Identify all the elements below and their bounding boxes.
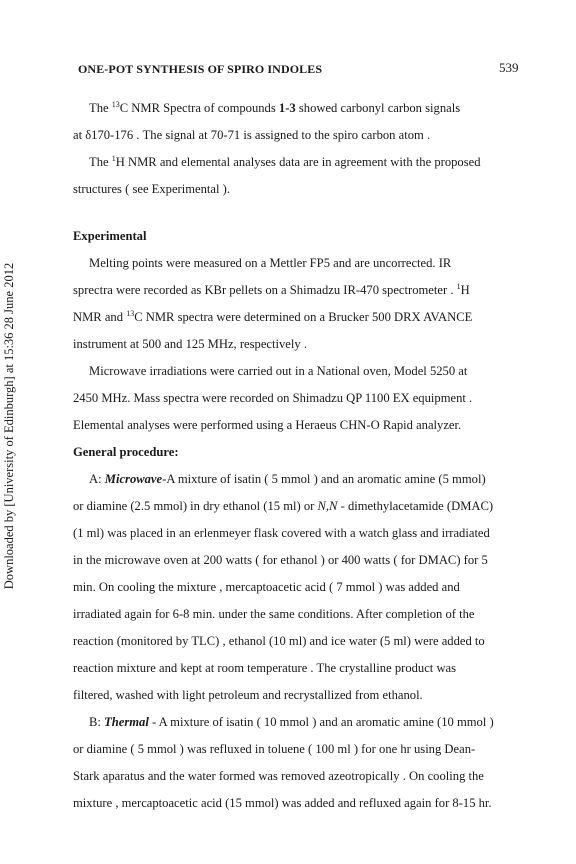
experimental-line-3: NMR and $^{13}$C NMR spectra were determined on a Brucker 500 DRX AVANCE bbox=[73, 309, 473, 324]
experimental-line-1: Melting points were measured on a Mettler FP5 and are uncorrected. IR bbox=[89, 256, 452, 270]
procedure-a-line-2: or diamine (2.5 mmol) in dry ethanol (15 ml) or N,N - dimethylacetamide (DMAC) bbox=[73, 499, 494, 513]
procedure-b-line-2: or diamine ( 5 mmol ) was refluxed in toluene ( 100 ml ) for one hr using Dean- bbox=[73, 742, 476, 756]
procedure-a-line-4: in the microwave oven at 200 watts ( for ethanol ) or 400 watts ( for DMAC) for 5 bbox=[73, 553, 488, 567]
section-heading-experimental: Experimental bbox=[73, 229, 147, 243]
experimental-line-2: sprectra were recorded as KBr pellets on a Shimadzu IR-470 spectrometer . $^1$H bbox=[73, 282, 470, 297]
procedure-a-line-6: irradiated again for 6-8 min. under the same conditions. After completion of the bbox=[73, 607, 475, 621]
procedure-a-line-9: filtered, washed with light petroleum and recrystallized from ethanol. bbox=[73, 688, 423, 702]
page-body bbox=[73, 95, 527, 817]
intro-line-4: structures ( see Experimental ). bbox=[73, 182, 231, 196]
procedure-b-line-3: Stark aparatus and the water formed was removed azeotropically . On cooling the bbox=[73, 769, 484, 783]
section-heading-general-procedure: General procedure: bbox=[73, 445, 179, 459]
experimental-line-5: Microwave irradiations were carried out in a National oven, Model 5250 at bbox=[89, 364, 468, 378]
procedure-a-line-1: A: Microwave-A mixture of isatin ( 5 mmol ) and an aromatic amine (5 mmol) bbox=[89, 472, 486, 486]
experimental-line-4: instrument at 500 and 125 MHz, respectively . bbox=[73, 337, 307, 351]
running-title: ONE-POT SYNTHESIS OF SPIRO INDOLES bbox=[78, 62, 323, 76]
procedure-a-line-8: reaction mixture and kept at room temperature . The crystalline product was bbox=[73, 661, 457, 675]
intro-line-2: at δ170-176 . The signal at 70-71 is assigned to the spiro carbon atom . bbox=[73, 128, 431, 142]
download-stamp: Downloaded by [University of Edinburgh] at 15:36 28 June 2012 bbox=[2, 262, 16, 590]
experimental-line-7: Elemental analyses were performed using a Heraeus CHN-O Rapid analyzer. bbox=[73, 418, 462, 432]
procedure-b-line-4: mixture , mercaptoacetic acid (15 mmol) was added and refluxed again for 8-15 hr. bbox=[73, 796, 492, 810]
intro-line-3: The $^1$H NMR and elemental analyses data are in agreement with the proposed bbox=[89, 154, 481, 169]
procedure-a-line-5: min. On cooling the mixture , mercaptoacetic acid ( 7 mmol ) was added and bbox=[73, 580, 460, 594]
intro-line-1: The $^{13}$C NMR Spectra of compounds 1-3 showed carbonyl carbon signals bbox=[89, 100, 461, 115]
procedure-a-line-3: (1 ml) was placed in an erlenmeyer flask covered with a watch glass and irradiated bbox=[73, 526, 490, 540]
experimental-line-6: 2450 MHz. Mass spectra were recorded on Shimadzu QP 1100 EX equipment . bbox=[73, 391, 473, 405]
page-number: 539 bbox=[499, 60, 519, 75]
procedure-a-line-7: reaction (monitored by TLC) , ethanol (10 ml) and ice water (5 ml) were added to bbox=[73, 634, 485, 648]
procedure-b-line-1: B: Thermal - A mixture of isatin ( 10 mmol ) and an aromatic amine (10 mmol ) bbox=[89, 715, 494, 729]
